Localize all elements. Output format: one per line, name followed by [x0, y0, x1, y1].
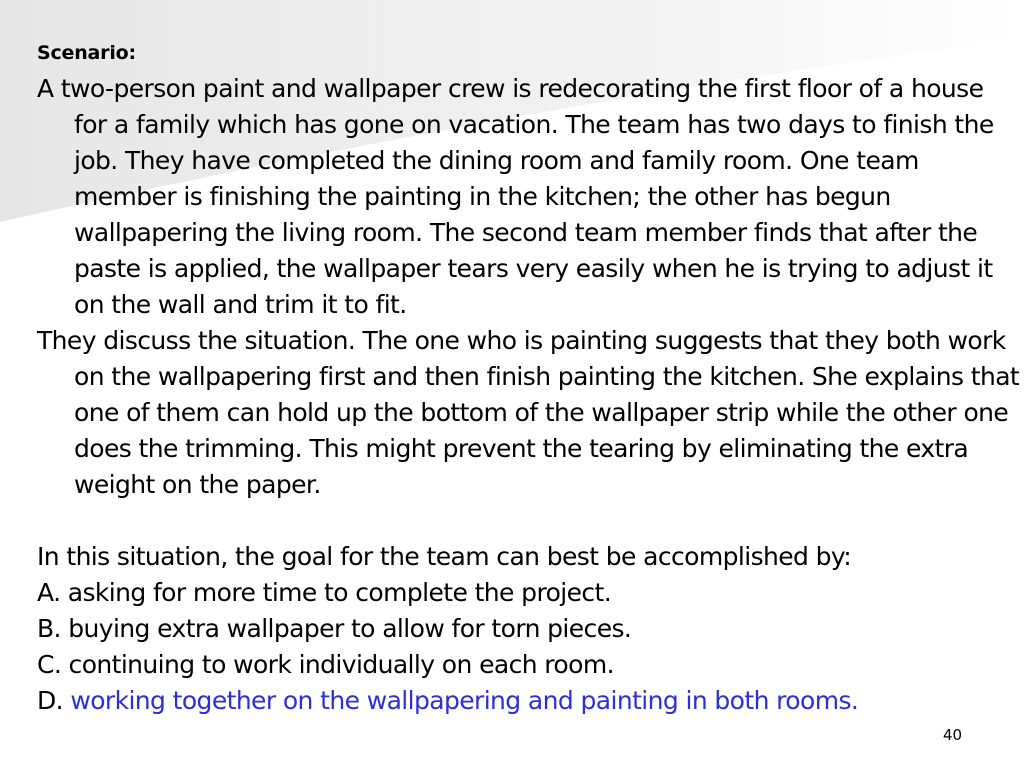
page-number: 40 [943, 726, 963, 744]
scenario-paragraph-1: A two-person paint and wallpaper crew is redecorating the first floor of a house for a family which has gone on vacation. The team has two days to finish the job. They have completed the dining room and family room. One team member is finishing the painting in the kitchen; the other has begun wallpapering the living room. The second team member finds that after the paste is applied, the wallpaper tears very easily when he is trying to adjust it on the wall and trim it to fit. [37, 74, 994, 319]
slide-content [37, 71, 1022, 719]
scenario-heading: Scenario: [37, 42, 136, 64]
spacer [37, 503, 1022, 539]
correct-answer-text: working together on the wallpapering and painting in both rooms. [70, 686, 859, 715]
option-c: C. continuing to work individually on each room. [37, 650, 614, 679]
option-d [37, 683, 1022, 719]
option-d-prefix: D. [37, 686, 63, 715]
option-b: B. buying extra wallpaper to allow for torn pieces. [37, 614, 632, 643]
option-a: A. asking for more time to complete the project. [37, 578, 612, 607]
question-text: In this situation, the goal for the team can best be accomplished by: [37, 542, 852, 571]
scenario-paragraph-2: They discuss the situation. The one who is painting suggests that they both work on the wallpapering first and then finish painting the kitchen. She explains that one of them can hold up the bottom of the wallpaper strip while the other one does the trimming. This might prevent the tearing by eliminating the extra weight on the paper. [37, 326, 1020, 499]
